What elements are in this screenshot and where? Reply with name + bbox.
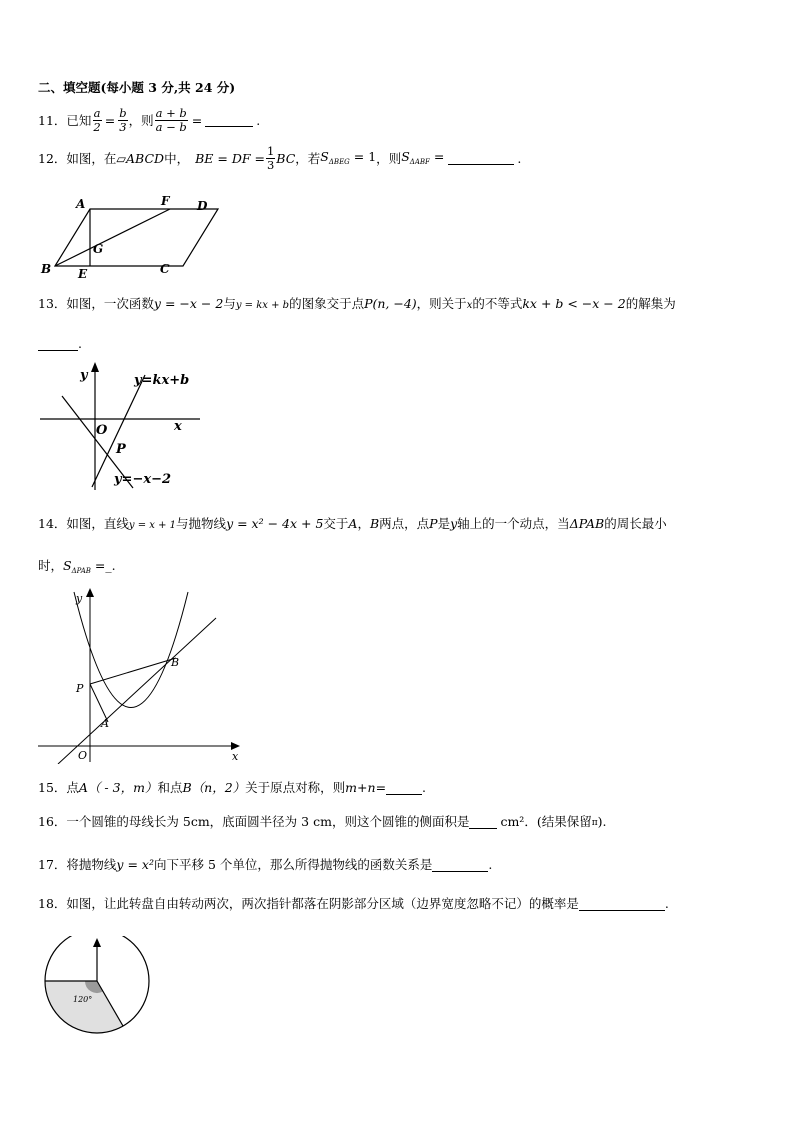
- shaded-sector: [45, 981, 123, 1033]
- q14-a: A: [348, 516, 358, 531]
- q18-end: .: [664, 896, 669, 911]
- q13-ineq: kx + b < −x − 2: [522, 296, 626, 311]
- q12-text1: 如图，在: [66, 150, 117, 166]
- q14-text6: 是: [437, 516, 451, 531]
- section-title: 二、填空题(每小题 3 分,共 24 分): [38, 80, 236, 95]
- q18-number: 18．: [38, 896, 67, 911]
- q16-note: ．(结果保留: [524, 814, 592, 829]
- q12-s1: $S_{\Delta BEG} = 1$: [320, 149, 377, 167]
- x-axis-arrow: [231, 742, 240, 750]
- q12-expr2: BC: [276, 150, 296, 166]
- y-axis-arrow: [86, 588, 94, 597]
- q13-f1: y = −x − 2: [153, 296, 224, 311]
- q12-text2: 中，: [164, 150, 190, 166]
- q11-eq: =: [104, 112, 116, 128]
- q15-end: .: [422, 780, 427, 795]
- q12-frac: $\frac{1}{3}$: [266, 144, 275, 172]
- question-14: [38, 516, 667, 532]
- q13-point: P(n, −4): [364, 296, 417, 311]
- label-y-axis: y: [80, 368, 88, 383]
- label-a: A: [101, 717, 109, 730]
- q12-s2: $S_{\Delta ABF}$ =: [401, 149, 445, 167]
- linear-functions-figure: [36, 362, 206, 494]
- q16-text: 一个圆锥的母线长为 5cm，底面圆半径为 3 cm，则这个圆锥的侧面积是: [66, 814, 470, 829]
- q13-number: 13．: [38, 296, 67, 311]
- q13-answer-blank[interactable]: [38, 338, 78, 351]
- label-a: A: [76, 197, 86, 211]
- q11-number: 11．: [38, 112, 67, 128]
- q14-text4: ，: [357, 516, 370, 531]
- q14-s: $S_{\Delta PAB}$ =: [63, 558, 106, 575]
- parabola-curve: [74, 592, 188, 708]
- q15-eq: =: [375, 780, 387, 795]
- q17-end: .: [488, 857, 493, 872]
- q11-mid: ，则: [128, 112, 154, 128]
- q13-answer-line: [38, 336, 82, 351]
- q18-answer-blank[interactable]: [579, 898, 665, 911]
- label-line-neg: y=−x−2: [114, 472, 172, 487]
- q13-f2: y = kx + b: [235, 300, 290, 311]
- q12-expr1: BE = DF =: [195, 150, 265, 166]
- question-13: [38, 296, 676, 312]
- label-p: P: [76, 682, 84, 695]
- q15-point-b: B（n，2）: [182, 780, 246, 795]
- q17-function: y = x²: [116, 857, 154, 872]
- q11-frac-a2: $\frac{a}{2}$: [93, 106, 101, 134]
- pointer-arrow-icon: [93, 938, 101, 947]
- q16-answer-blank[interactable]: [469, 816, 497, 829]
- parallelogram-figure: [36, 194, 226, 284]
- label-c: C: [160, 262, 170, 276]
- label-p: P: [116, 442, 126, 457]
- q11-frac-main: $\frac{a + b}{a - b}$: [155, 106, 187, 134]
- q11-end: .: [256, 112, 261, 128]
- q15-answer-blank[interactable]: [386, 782, 422, 795]
- q12-number: 12．: [38, 150, 67, 166]
- q17-number: 17．: [38, 857, 67, 872]
- q14-text7: 轴上的一个动点，当: [457, 516, 570, 531]
- label-e: E: [78, 267, 88, 281]
- spinner-figure: [40, 936, 156, 1036]
- question-16: [38, 814, 607, 829]
- y-axis-arrow: [91, 362, 99, 372]
- label-x-axis: x: [232, 750, 239, 763]
- q14-y: y: [450, 516, 458, 531]
- q14-end: .: [111, 558, 116, 573]
- question-15: [38, 780, 426, 795]
- q13-text4: ，则关于: [416, 296, 467, 311]
- label-b: B: [171, 656, 180, 669]
- q14-p: P: [429, 516, 438, 531]
- label-d: D: [197, 199, 208, 213]
- q14-b: B: [369, 516, 380, 531]
- q13-text3: 的图象交于点: [289, 296, 365, 311]
- question-17: [38, 857, 492, 872]
- label-origin: O: [78, 749, 88, 762]
- parallelogram-abcd: [55, 209, 218, 266]
- q12-end: .: [517, 150, 522, 166]
- q13-end: .: [78, 336, 82, 351]
- q13-x: x: [466, 300, 473, 311]
- label-origin: O: [96, 423, 108, 438]
- q14-text3: 交于: [323, 516, 349, 531]
- q16-close: ).: [597, 814, 607, 829]
- q15-expr: m+n: [345, 780, 376, 795]
- q16-number: 16．: [38, 814, 67, 829]
- q12-answer-blank[interactable]: [448, 152, 514, 165]
- q14-f1: y = x + 1: [128, 520, 177, 531]
- q18-text: 如图，让此转盘自由转动两次，两次指针都落在阴影部分区域（边界宽度忽略不记）的概率是: [66, 896, 579, 911]
- label-g: G: [93, 242, 104, 256]
- q15-and: 和点: [157, 780, 183, 795]
- q14-text5: 两点，点: [379, 516, 430, 531]
- question-18: [38, 896, 669, 911]
- label-y-axis: y: [76, 592, 83, 605]
- q16-pi: π: [591, 818, 598, 829]
- q11-eq2: =: [191, 112, 203, 128]
- q14-number: 14．: [38, 516, 67, 531]
- q11-frac-b3: $\frac{b}{3}$: [119, 106, 127, 134]
- parabola-figure: [36, 588, 246, 764]
- q16-unit: cm²: [500, 814, 525, 829]
- q13-text2: 与: [223, 296, 236, 311]
- q14-text8: 的周长最小: [604, 516, 667, 531]
- q14-line2-pre: 时，: [38, 558, 64, 573]
- q14-text1: 如图，直线: [66, 516, 129, 531]
- q14-line-2: [38, 558, 116, 575]
- q15-text: 点: [66, 780, 79, 795]
- q11-answer-blank[interactable]: [205, 114, 253, 127]
- q14-blank[interactable]: _: [105, 558, 112, 573]
- q14-f2: y = x² − 4x + 5: [226, 516, 324, 531]
- q14-tri: ΔPAB: [569, 516, 605, 531]
- q13-text6: 的解集为: [625, 296, 676, 311]
- label-x-axis: x: [174, 419, 182, 434]
- q17-text1: 将抛物线: [66, 857, 117, 872]
- q15-point-a: A（ - 3，m）: [78, 780, 158, 795]
- label-f: F: [161, 194, 170, 208]
- q12-text4: ，则: [376, 150, 402, 166]
- q17-answer-blank[interactable]: [432, 859, 488, 872]
- q13-text1: 如图，一次函数: [66, 296, 154, 311]
- q15-number: 15．: [38, 780, 67, 795]
- label-b: B: [41, 262, 52, 276]
- question-11: [38, 106, 260, 134]
- label-line-kxb: y=kx+b: [134, 373, 190, 388]
- q13-text5: 的不等式: [472, 296, 523, 311]
- q17-text2: 向下平移 5 个单位，那么所得抛物线的函数关系是: [153, 857, 433, 872]
- q11-pre: 已知: [66, 112, 92, 128]
- q12-parallelogram: ▱ABCD: [116, 150, 165, 166]
- question-12: [38, 144, 521, 172]
- q15-text2: 关于原点对称，则: [245, 780, 346, 795]
- angle-label: 120°: [73, 995, 93, 1004]
- q14-text2: 与抛物线: [176, 516, 227, 531]
- q12-text3: ，若: [295, 150, 321, 166]
